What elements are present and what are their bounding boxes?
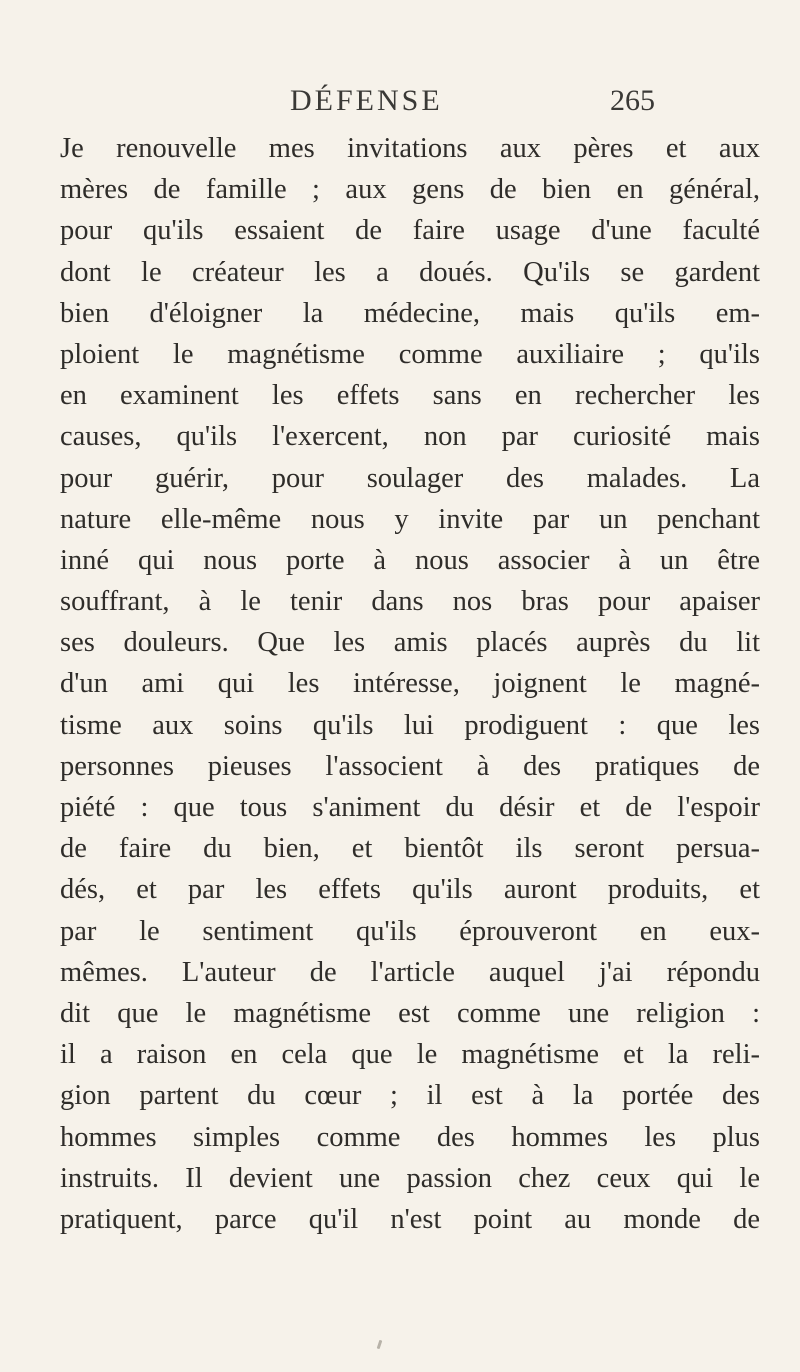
text-line: nature elle-même nous y invite par un penchant	[60, 503, 760, 535]
text-line: causes, qu'ils l'exercent, non par curiosité mais	[60, 421, 760, 453]
text-line: tisme aux soins qu'ils lui prodiguent : que les	[60, 709, 760, 741]
text-line: personnes pieuses l'associent à des pratiques de	[60, 750, 760, 782]
text-line: inné qui nous porte à nous associer à un être	[60, 544, 760, 576]
text-line: mêmes. L'auteur de l'article auquel j'ai répondu	[60, 956, 760, 988]
page-number: 265	[610, 84, 655, 117]
text-line: pour guérir, pour soulager des malades. La	[60, 462, 760, 494]
text-line: mères de famille ; aux gens de bien en général,	[60, 174, 760, 206]
text-line: gion partent du cœur ; il est à la portée des	[60, 1080, 760, 1112]
body-text	[60, 128, 760, 1240]
text-line: en examinent les effets sans en rechercher les	[60, 380, 760, 412]
text-line: d'un ami qui les intéresse, joignent le magné-	[60, 668, 760, 700]
text-line: il a raison en cela que le magnétisme et la reli-	[60, 1039, 760, 1071]
text-line: souffrant, à le tenir dans nos bras pour apaiser	[60, 586, 760, 618]
text-line: Je renouvelle mes invitations aux pères et aux	[60, 133, 760, 164]
running-title: DÉFENSE	[290, 84, 443, 117]
text-line: piété : que tous s'animent du désir et de l'espoir	[60, 792, 760, 823]
text-line: instruits. Il devient une passion chez ceux qui le	[60, 1162, 760, 1194]
text-line: dit que le magnétisme est comme une religion :	[60, 997, 760, 1029]
running-head	[0, 84, 800, 124]
text-line: hommes simples comme des hommes les plus	[60, 1121, 760, 1153]
text-line: dont le créateur les a doués. Qu'ils se gardent	[60, 256, 760, 288]
text-line: dés, et par les effets qu'ils auront produits, et	[60, 874, 760, 906]
text-line: de faire du bien, et bientôt ils seront persua-	[60, 833, 760, 865]
text-line: pratiquent, parce qu'il n'est point au monde de	[60, 1203, 760, 1235]
text-line: bien d'éloigner la médecine, mais qu'ils em-	[60, 297, 760, 329]
text-line: ses douleurs. Que les amis placés auprès du lit	[60, 627, 760, 659]
text-line: ploient le magnétisme comme auxiliaire ; qu'ils	[60, 338, 760, 370]
text-line: pour qu'ils essaient de faire usage d'une faculté	[60, 215, 760, 247]
page-mark	[377, 1340, 383, 1349]
text-line: par le sentiment qu'ils éprouveront en eux-	[60, 915, 760, 947]
